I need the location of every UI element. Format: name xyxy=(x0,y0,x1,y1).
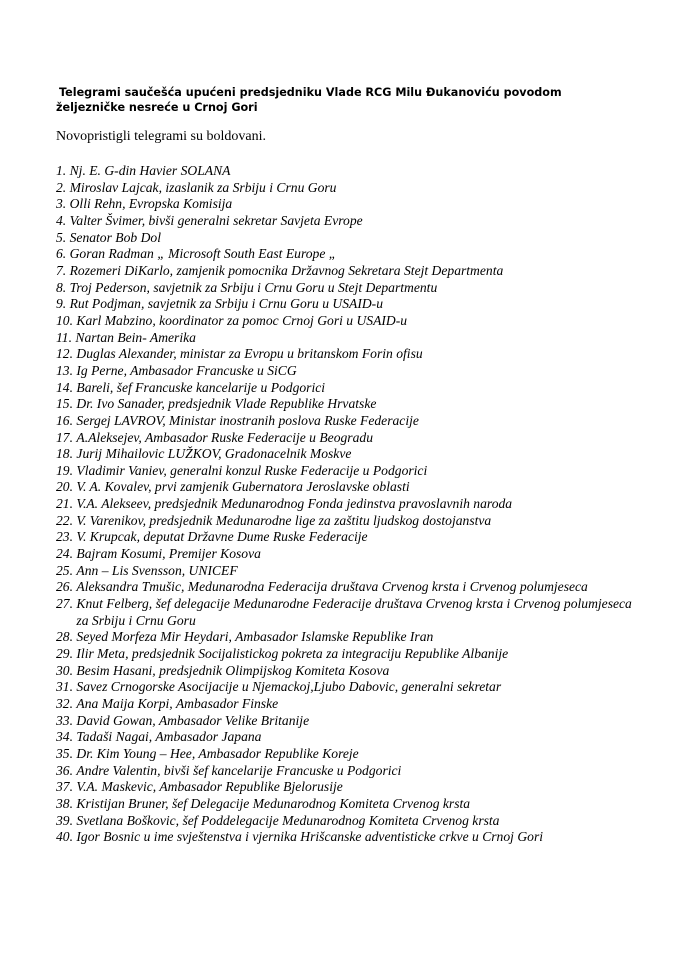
list-item-text: V.A. Alekseev, predsjednik Medunarodnog Fonda jedinstva pravoslavnih naroda xyxy=(76,496,513,512)
list-item-number: 27. xyxy=(56,596,73,612)
list-item-number: 11. xyxy=(56,329,72,345)
list-item-text: Rozemeri DiKarlo, zamjenik pomocnika Državnog Sekretara Stejt Departmenta xyxy=(69,262,504,278)
list-item xyxy=(56,446,636,463)
list-item-number: 16. xyxy=(56,412,73,428)
list-item-text: Vladimir Vaniev, generalni konzul Ruske Federacije u Podgorici xyxy=(76,462,428,478)
list-item-text: Svetlana Boškovic, šef Poddelegacije Medunarodnog Komiteta Crvenog krsta xyxy=(76,812,500,828)
list-item-text: V. Varenikov, predsjednik Medunarodne lige za zaštitu ljudskog dostojanstva xyxy=(76,512,492,528)
list-item-number: 14. xyxy=(56,379,73,395)
list-item xyxy=(56,330,636,347)
list-item xyxy=(56,463,636,480)
list-item-number: 9. xyxy=(56,296,67,312)
list-item-number: 33. xyxy=(56,712,73,728)
list-item-text: V.A. Maskevic, Ambasador Republike Bjelorusije xyxy=(76,779,343,795)
list-item xyxy=(56,663,636,680)
list-item-number: 21. xyxy=(56,496,73,512)
list-item xyxy=(56,180,636,197)
list-item xyxy=(56,430,636,447)
list-item xyxy=(56,563,636,580)
list-item-text: Bajram Kosumi, Premijer Kosova xyxy=(76,546,261,562)
list-item-number: 30. xyxy=(56,662,73,678)
list-item-text: Karl Mabzino, koordinator za pomoc Crnoj Gori u USAID-u xyxy=(76,312,408,328)
list-item-text: V. A. Kovalev, prvi zamjenik Gubernatora Jeroslavske oblasti xyxy=(76,479,410,495)
list-item-text: Rut Podjman, savjetnik za Srbiju i Crnu Goru u USAID-u xyxy=(69,296,384,312)
list-item-number: 5. xyxy=(56,229,67,245)
list-item-number: 23. xyxy=(56,529,73,545)
list-item xyxy=(56,796,636,813)
list-item-number: 32. xyxy=(56,696,73,711)
list-item-text: Igor Bosnic u ime svještenstva i vjernika Hrišcanske adventisticke crkve u Crnoj Gori xyxy=(76,829,544,845)
list-item-text: Tadaši Nagai, Ambasador Japana xyxy=(76,729,262,745)
list-item xyxy=(56,363,636,380)
list-item-number: 10. xyxy=(56,312,73,328)
telegram-list xyxy=(56,163,636,846)
list-item-text: Ilir Meta, predsjednik Socijalistickog pokreta za integraciju Republike Albanije xyxy=(76,646,509,662)
list-item-number: 15. xyxy=(56,396,73,412)
list-item-text: Ana Maija Korpi, Ambasador Finske xyxy=(76,696,279,711)
list-item-text: Besim Hasani, predsjednik Olimpijskog Komiteta Kosova xyxy=(76,662,390,678)
list-item xyxy=(56,679,636,696)
list-item xyxy=(56,196,636,213)
list-item xyxy=(56,696,636,713)
list-item-number: 36. xyxy=(56,762,73,778)
list-item-text: Troj Pederson, savjetnik za Srbiju i Crnu Goru u Stejt Departmentu xyxy=(69,279,438,295)
list-item xyxy=(56,813,636,830)
list-item-number: 38. xyxy=(56,795,73,811)
list-item xyxy=(56,163,636,180)
list-item-number: 3. xyxy=(56,196,67,212)
list-item-text: Duglas Alexander, ministar za Evropu u britanskom Forin ofisu xyxy=(76,346,423,362)
list-item xyxy=(56,496,636,513)
list-item xyxy=(56,713,636,730)
list-item-text: Sergej LAVROV, Ministar inostranih poslova Ruske Federacije xyxy=(76,412,419,428)
list-item-text: Kristijan Bruner, šef Delegacije Medunarodnog Komiteta Crvenog krsta xyxy=(76,795,471,811)
list-item-text: Knut Felberg, šef delegacije Medunarodne Federacije društava Crvenog krsta i Crvenog polumjeseca za Srbiju i Crnu Goru xyxy=(76,596,632,628)
list-item-number: 25. xyxy=(56,562,73,578)
list-item xyxy=(56,296,636,313)
list-item-number: 34. xyxy=(56,729,73,745)
list-item-text: Andre Valentin, bivši šef kancelarije Francuske u Podgorici xyxy=(76,762,402,778)
list-item-text: Dr. Ivo Sanader, predsjednik Vlade Republike Hrvatske xyxy=(76,396,377,412)
list-item xyxy=(56,746,636,763)
list-item-text: Bareli, šef Francuske kancelarije u Podgorici xyxy=(76,379,326,395)
list-item-text: Senator Bob Dol xyxy=(69,229,161,245)
list-item xyxy=(56,263,636,280)
list-item-number: 13. xyxy=(56,362,73,378)
list-item-text: A.Aleksejev, Ambasador Ruske Federacije u Beogradu xyxy=(76,429,373,445)
list-item-number: 39. xyxy=(56,812,73,828)
list-item-number: 1. xyxy=(56,163,67,178)
list-item-number: 40. xyxy=(56,829,73,845)
list-item xyxy=(56,380,636,397)
list-item-text: Aleksandra Tmušic, Medunarodna Federacija društava Crvenog krsta i Crvenog polumjeseca xyxy=(76,579,588,595)
list-item xyxy=(56,629,636,646)
list-item-number: 37. xyxy=(56,779,73,795)
list-item-number: 18. xyxy=(56,446,73,462)
list-item-text: Valter Švimer, bivši generalni sekretar Savjeta Evrope xyxy=(69,212,363,228)
list-item xyxy=(56,729,636,746)
list-item xyxy=(56,829,636,846)
list-item xyxy=(56,230,636,247)
list-item-number: 24. xyxy=(56,546,73,562)
list-item xyxy=(56,413,636,430)
list-item-text: Nartan Bein- Amerika xyxy=(75,329,196,345)
list-item-number: 2. xyxy=(56,179,67,195)
list-item xyxy=(56,763,636,780)
list-item xyxy=(56,313,636,330)
list-item xyxy=(56,213,636,230)
list-item xyxy=(56,346,636,363)
list-item-text: David Gowan, Ambasador Velike Britanije xyxy=(76,712,310,728)
document-note: Novopristigli telegrami su boldovani. xyxy=(56,129,266,144)
list-item-text: Miroslav Lajcak, izaslanik za Srbiju i Crnu Goru xyxy=(69,179,337,195)
list-item xyxy=(56,246,636,263)
list-item-number: 26. xyxy=(56,579,73,595)
list-item xyxy=(56,479,636,496)
list-item-number: 29. xyxy=(56,646,73,662)
list-item xyxy=(56,396,636,413)
list-item xyxy=(56,779,636,796)
list-item xyxy=(56,529,636,546)
list-item-text: V. Krupcak, deputat Državne Dume Ruske Federacije xyxy=(76,529,368,545)
list-item xyxy=(56,646,636,663)
list-item xyxy=(56,546,636,563)
document-title: Telegrami saučešća upućeni predsjedniku Vlade RCG Milu Đukanoviću povodom željezničke nesreće u Crnoj Gori xyxy=(56,86,562,114)
list-item-text: Ig Perne, Ambasador Francuske u SiCG xyxy=(76,362,297,378)
list-item xyxy=(56,513,636,530)
list-item-number: 28. xyxy=(56,629,73,645)
list-item-number: 20. xyxy=(56,479,73,495)
list-item-number: 4. xyxy=(56,212,67,228)
list-item-text: Nj. E. G-din Havier SOLANA xyxy=(69,163,231,178)
list-item xyxy=(56,596,636,629)
list-item-number: 8. xyxy=(56,279,67,295)
list-item-text: Dr. Kim Young – Hee, Ambasador Republike Koreje xyxy=(76,745,359,761)
list-item-text: Ann – Lis Svensson, UNICEF xyxy=(76,562,238,578)
list-item-text: Savez Crnogorske Asocijacije u Njemackoj,Ljubo Dabovic, generalni sekretar xyxy=(76,679,502,695)
list-item-number: 22. xyxy=(56,512,73,528)
list-item-number: 7. xyxy=(56,262,67,278)
list-item-text: Jurij Mihailovic LUŽKOV, Gradonacelnik Moskve xyxy=(76,446,352,462)
list-item-number: 17. xyxy=(56,429,73,445)
list-item xyxy=(56,280,636,297)
list-item-number: 6. xyxy=(56,246,67,262)
list-item-text: Olli Rehn, Evropska Komisija xyxy=(69,196,233,212)
list-item xyxy=(56,579,636,596)
list-item-number: 31. xyxy=(56,679,73,695)
list-item-number: 19. xyxy=(56,462,73,478)
list-item-text: Goran Radman „ Microsoft South East Europe „ xyxy=(69,246,337,262)
list-item-number: 12. xyxy=(56,346,73,362)
list-item-number: 35. xyxy=(56,745,73,761)
list-item-text: Seyed Morfeza Mir Heydari, Ambasador Islamske Republike Iran xyxy=(76,629,434,645)
